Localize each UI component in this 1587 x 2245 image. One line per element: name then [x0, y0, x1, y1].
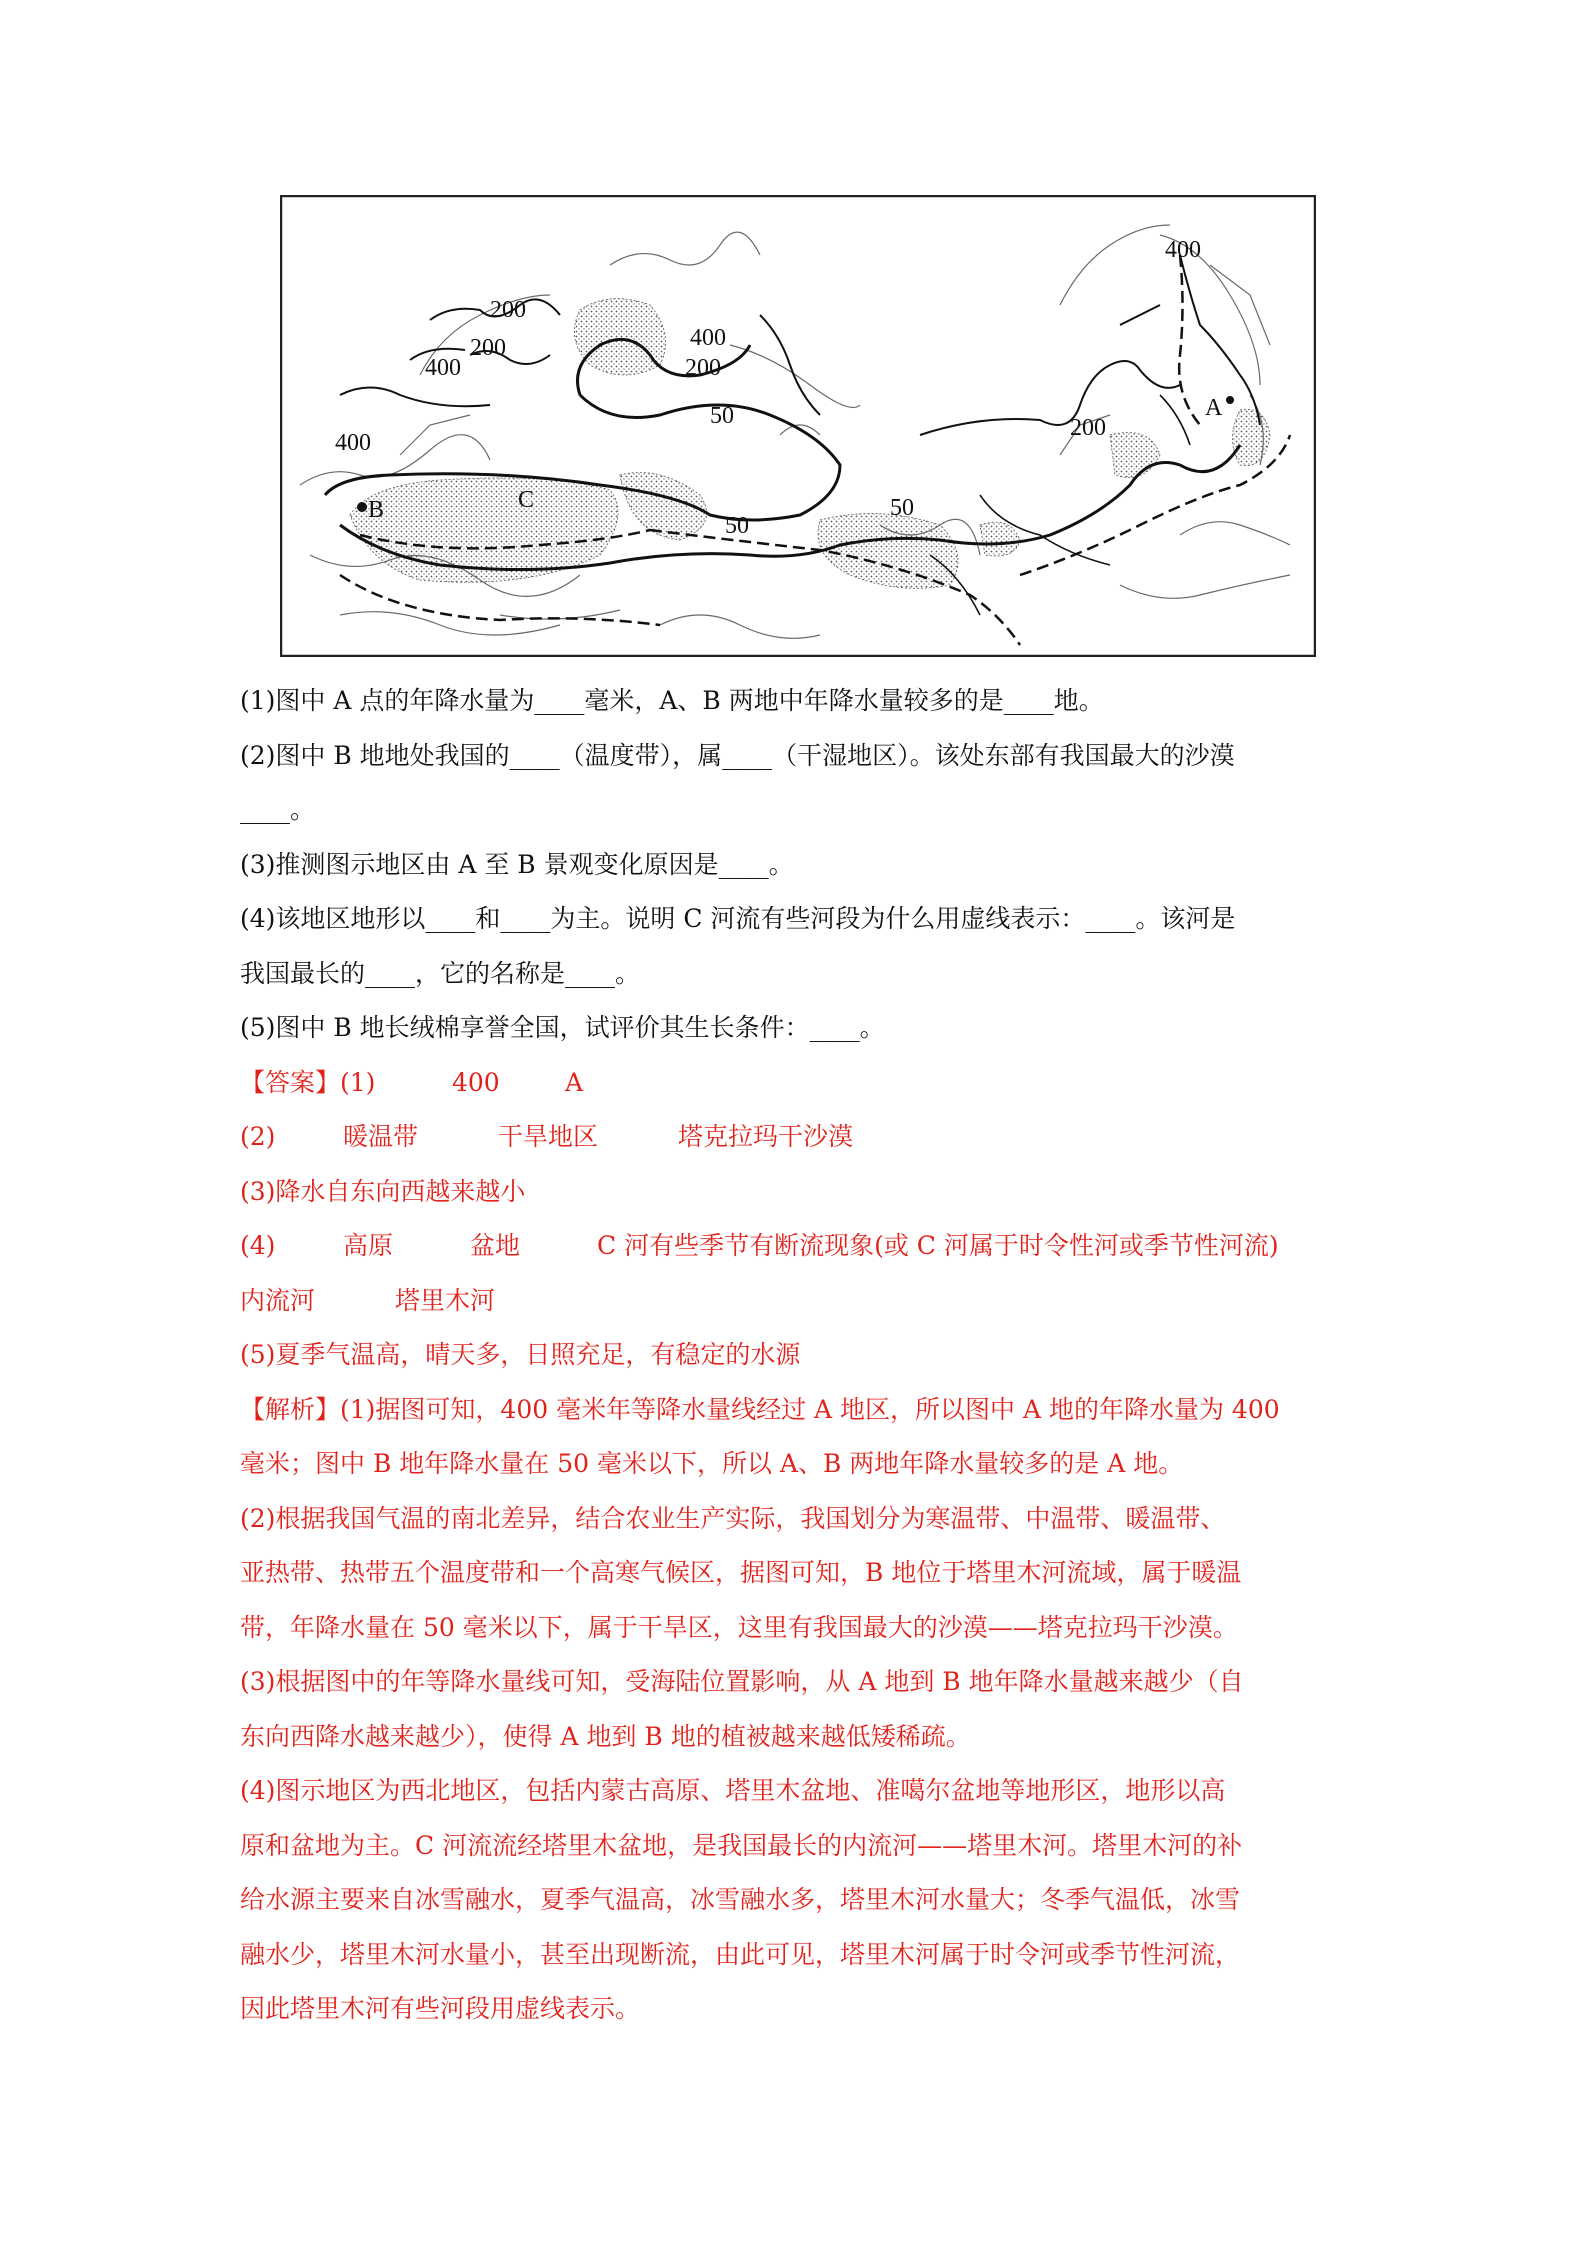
- answer-4-value-2: 盆地: [470, 1231, 521, 1260]
- contour-label-50-center: 50: [710, 403, 734, 429]
- point-c-label: C: [518, 487, 535, 513]
- analysis-line-4: 亚热带、热带五个温度带和一个高寒气候区，据图可知，B 地位于塔里木河流域，属于暖温: [240, 1558, 1242, 1587]
- answer-tag: 【答案】(1): [240, 1067, 376, 1097]
- point-b-marker: [357, 502, 367, 512]
- question-2-line-1: (2)图中 B 地地处我国的____（温度带），属____（干湿地区）。该处东部有我国最大的沙漠: [240, 740, 1235, 770]
- answer-2-value-3: 塔克拉玛干沙漠: [678, 1122, 854, 1151]
- answer-5: (5)夏季气温高，晴天多，日照充足，有稳定的水源: [240, 1340, 801, 1369]
- point-a-marker: [1226, 396, 1234, 404]
- answer-4-value-4: 内流河: [240, 1285, 316, 1315]
- contour-label-200-center: 200: [685, 355, 721, 381]
- answer-4-tag: (4): [240, 1231, 276, 1260]
- answer-4-value-3: C 河有些季节有断流现象(或 C 河属于时令性河或季节性河流): [597, 1231, 1279, 1260]
- analysis-line-9: 原和盆地为主。C 河流流经塔里木盆地，是我国最长的内流河——塔里木河。塔里木河的补: [240, 1830, 1243, 1860]
- text-body: [240, 674, 1360, 2037]
- answer-2-value-2: 干旱地区: [498, 1122, 599, 1151]
- analysis-line-1: 【解析】(1)据图可知，400 毫米年等降水量线经过 A 地区，所以图中 A 地的年降水量为 400: [240, 1394, 1280, 1424]
- analysis-line-12: 因此塔里木河有些河段用虚线表示。: [240, 1994, 641, 2023]
- analysis-line-3: (2)根据我国气温的南北差异，结合农业生产实际，我国划分为寒温带、中温带、暖温带、: [240, 1503, 1226, 1533]
- answer-4-value-5: 塔里木河: [395, 1285, 496, 1315]
- answer-4-continued: [240, 1274, 1360, 1329]
- question-5: (5)图中 B 地长绒棉享誉全国，试评价其生长条件：____。: [240, 1013, 885, 1042]
- question-4-line-1: (4)该地区地形以____和____为主。说明 C 河流有些河段为什么用虚线表示：____。该河是: [240, 904, 1236, 933]
- analysis-line-11: 融水少，塔里木河水量小，甚至出现断流，由此可见，塔里木河属于时令河或季节性河流，: [240, 1939, 1241, 1969]
- contour-label-400-ne: 400: [1165, 237, 1201, 263]
- answer-1-value-2: A: [565, 1067, 584, 1097]
- contour-label-400-left: 400: [425, 355, 461, 381]
- answer-1: [240, 1056, 1360, 1111]
- answer-2-tag: (2): [240, 1122, 276, 1151]
- contour-label-400-center: 400: [690, 325, 726, 351]
- answer-4-value-1: 高原: [343, 1231, 394, 1260]
- analysis-line-6: (3)根据图中的年等降水量线可知，受海陆位置影响，从 A 地到 B 地年降水量越来越少（自: [240, 1667, 1244, 1696]
- contour-label-200-top: 200: [490, 297, 526, 323]
- analysis-line-5: 带，年降水量在 50 毫米以下，属于干旱区，这里有我国最大的沙漠——塔克拉玛干沙漠。: [240, 1612, 1238, 1642]
- analysis-line-10: 给水源主要来自冰雪融水，夏季气温高，冰雪融水多，塔里木河水量大；冬季气温低，冰雪: [240, 1885, 1241, 1914]
- answer-2-value-1: 暖温带: [343, 1122, 419, 1151]
- analysis-line-7: 东向西降水越来越少），使得 A 地到 B 地的植被越来越低矮稀疏。: [240, 1721, 971, 1751]
- answer-3: (3)降水自东向西越来越小: [240, 1176, 526, 1206]
- question-1: (1)图中 A 点的年降水量为____毫米，A、B 两地中年降水量较多的是____地。: [240, 686, 1104, 715]
- question-2-line-2: ____。: [240, 795, 316, 824]
- answer-1-value-1: 400: [452, 1067, 500, 1097]
- point-b-label: B: [368, 497, 385, 523]
- point-a-label: A: [1205, 395, 1223, 421]
- contour-label-50-east: 50: [890, 495, 914, 521]
- analysis-line-8: (4)图示地区为西北地区，包括内蒙古高原、塔里木盆地、准噶尔盆地等地形区，地形以高: [240, 1776, 1226, 1805]
- answer-2: [240, 1110, 1360, 1165]
- contour-label-200-mid: 200: [470, 335, 506, 361]
- question-4-line-2: 我国最长的____，它的名称是____。: [240, 958, 641, 988]
- contour-label-400-west: 400: [335, 430, 371, 456]
- contour-label-50-south: 50: [725, 513, 749, 539]
- answer-4: [240, 1219, 1360, 1274]
- precipitation-map: [280, 195, 1316, 657]
- analysis-line-2: 毫米；图中 B 地年降水量在 50 毫米以下，所以 A、B 两地年降水量较多的是 A 地。: [240, 1449, 1184, 1478]
- question-3: (3)推测图示地区由 A 至 B 景观变化原因是____。: [240, 849, 794, 879]
- contour-label-200-east: 200: [1070, 415, 1106, 441]
